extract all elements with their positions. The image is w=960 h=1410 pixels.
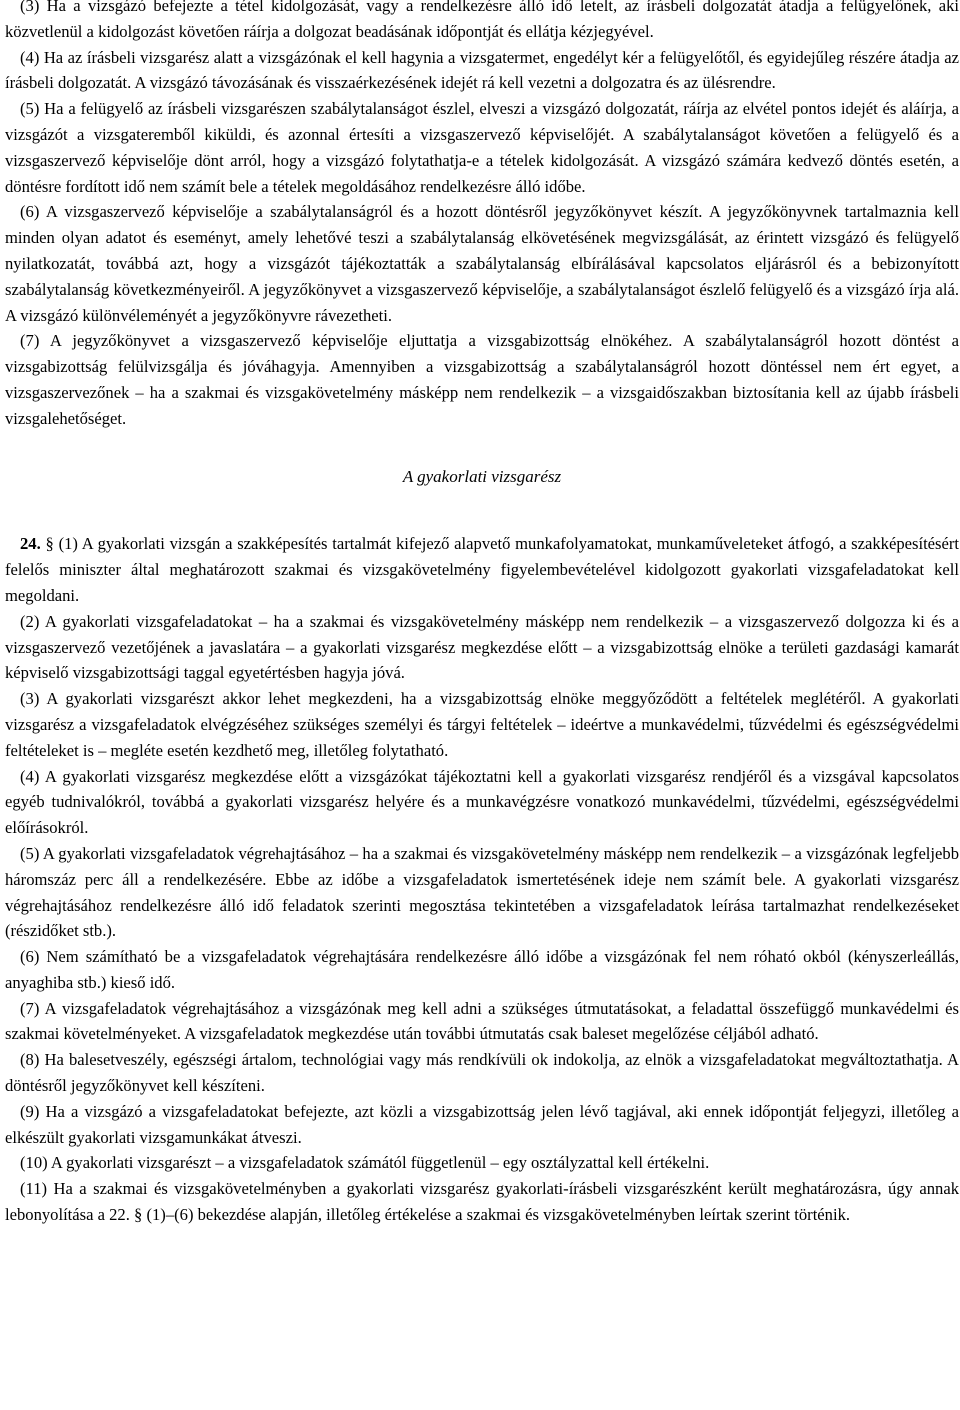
paragraph-5: (5) Ha a felügyelő az írásbeli vizsgarészen szabálytalanságot észlel, elveszi a vizsgázó dolgozatát, ráírja az elvétel pontos idejét és aláírja, a vizsgázót a vizsgateremből kiküldi, és azonnal értesíti a vizsgaszervező képviselőjét. A szabálytalanságot követően a felügyelő és a vizsgaszervező képviselője dönt arról, hogy a vizsgázó folytathatja-e a tételek kidolgozását. A vizsgázó számára kedvező döntés esetén, a döntésre fordított idő nem számít bele a tételek megoldásához rendelkezésre álló időbe. <box>5 99 959 196</box>
section-spacer <box>5 489 959 531</box>
section-24-paragraph-2: (2) A gyakorlati vizsgafeladatokat – ha a szakmai és vizsgakövetelmény másképp nem rendelkezik – a vizsgaszervező dolgozza ki és a vizsgaszervező vezetőjének a javaslatára – a gyakorlati vizsgarész megkezdése előtt – a vizsgabizottság elnöke a területi gazdasági kamarát képviselő vizsgabizottsági taggal egyetértésben hagyja jóvá. <box>5 611 959 683</box>
section-24-paragraph-11: (11) Ha a szakmai és vizsgakövetelményben a gyakorlati vizsgarész gyakorlati-írásbeli vizsgarészként került meghatározásra, úgy annak lebonyolítása a 22. § (1)–(6) bekezdése alapján, illetőleg értékelése a szakmai és vizsgakövetelményben leírtak szerint történik. <box>5 1179 959 1225</box>
section-title: A gyakorlati vizsgarész <box>402 466 562 486</box>
paragraph-3: (3) Ha a vizsgázó befejezte a tétel kidolgozását, vagy a rendelkezésre álló idő letelt, az írásbeli dolgozatát átadja a felügyelőnek, aki közvetlenül a kidolgozást követően ráírja a dolgozat beadásának időpontját és ellátja kézjegyével. <box>5 0 959 41</box>
section-24-paragraph-8: (8) Ha balesetveszély, egészségi ártalom, technológiai vagy más rendkívüli ok indokolja, az elnök a vizsgafeladatokat megváltoztathatja. A döntésről jegyzőkönyvet kell készíteni. <box>5 1050 959 1096</box>
section-24-paragraph-1 <box>5 531 959 608</box>
section-24-paragraph-6: (6) Nem számítható be a vizsgafeladatok végrehajtására rendelkezésre álló időbe a vizsgázónak fel nem róható okból (kényszerleállás, anyaghiba stb.) kieső idő. <box>5 947 959 992</box>
section-24-paragraph-1-text: § (1) A gyakorlati vizsgán a szakképesítés tartalmát kifejező alapvető munkafolyamatokat, munkaműveleteket átfogó, a szakképesítésért felelős miniszter által meghatározott szakmai és vizsgakövetelmény figyelembevételével kidolgozott gyakorlati vizsgafeladatokat kell megoldani. <box>5 534 959 605</box>
section-number: 24. <box>20 534 41 554</box>
section-24-paragraph-5: (5) A gyakorlati vizsgafeladatok végrehajtásához – ha a szakmai és vizsgakövetelmény másképp nem rendelkezik – a vizsgázónak legfeljebb háromszáz perc áll a rendelkezésére. Ebbe az időbe a vizsgafeladatok ismertetésének ideje nem számít bele. A gyakorlati vizsgarész végrehajtásához rendelkezésre álló idő feladatok szerinti megosztása tekintetében a vizsgafeladatok leírása tartalmazhat rendelkezéseket (részidőket stb.). <box>5 843 959 941</box>
section-24-paragraph-7: (7) A vizsgafeladatok végrehajtásához a vizsgázónak meg kell adni a szükséges útmutatásokat, a feladattal összefüggő munkavédelmi és szakmai követelményeket. A vizsgafeladatok megkezdése után további útmutatás csak baleset megelőzése céljából adható. <box>5 998 959 1044</box>
section-24-paragraph-9: (9) Ha a vizsgázó a vizsgafeladatokat befejezte, azt közli a vizsgabizottság jelen lévő tagjával, aki ennek időpontját feljegyzi, illetőleg a elkészült gyakorlati vizsgamunkákat átveszi. <box>5 1101 959 1147</box>
section-24-paragraph-10: (10) A gyakorlati vizsgarészt – a vizsgafeladatok számától függetlenül – egy osztályzattal kell értékelni. <box>20 1153 710 1173</box>
paragraph-4: (4) Ha az írásbeli vizsgarész alatt a vizsgázónak el kell hagynia a vizsgatermet, engedélyt kér a felügyelőtől, és egyidejűleg részére átadja az írásbeli dolgozatát. A vizsgázó távozásának és visszaérkezésének idejét rá kell vezetni a dolgozatra és az ülésrendre. <box>5 47 959 93</box>
paragraph-6: (6) A vizsgaszervező képviselője a szabálytalanságról és a hozott döntésről jegyzőkönyvet készít. A jegyzőkönyvnek tartalmaznia kell minden olyan adatot és eseményt, amely lehetővé teszi a szabálytalanság elkövetésének megvizsgálását, az érintett vizsgázó és felügyelő nyilatkozatát, továbbá azt, hogy a vizsgázót tájékoztatták a szabálytalanság elbírálásával kapcsolatos eljárásról és a bebizonyított szabálytalanság következményeiről. A jegyzőkönyvet a vizsgaszervező képviselője, a szabálytalanságot észlelő felügyelő és a vizsgázó írja alá. A vizsgázó különvéleményét a jegyzőkönyvre rávezetheti. <box>5 202 959 325</box>
paragraph-7: (7) A jegyzőkönyvet a vizsgaszervező képviselője eljuttatja a vizsgabizottság elnökéhez. A szabálytalanságról hozott döntést a vizsgabizottság felülvizsgálja és jóváhagyja. Amennyiben a vizsgabizottság a szabálytalanságról hozott döntéssel nem ért egyet, a vizsgaszervezőnek – ha a szakmai és vizsgakövetelmény másképp nem rendelkezik – a vizsgaidőszakban biztosítania kell az újabb írásbeli vizsgalehetőséget. <box>5 331 959 428</box>
section-24-paragraph-3: (3) A gyakorlati vizsgarészt akkor lehet megkezdeni, ha a vizsgabizottság elnöke meggyőződött a feltételek meglétéről. A gyakorlati vizsgarész a vizsgafeladatok elvégzéséhez szükséges személyi és tárgyi feltételek – ideértve a munkavédelmi, tűzvédelmi és egészségvédelmi feltételeket is – megléte esetén kezdhető meg, illetőleg folytatható. <box>5 689 959 760</box>
section-24-paragraph-4: (4) A gyakorlati vizsgarész megkezdése előtt a vizsgázókat tájékoztatni kell a gyakorlati vizsgarész rendjéről és a vizsgával kapcsolatos egyéb tudnivalókról, továbbá a gyakorlati vizsgarész helyére és a munkavégzésre vonatkozó munkavédelmi, tűzvédelmi, egészségvédelmi előírásokról. <box>5 766 959 838</box>
document-page <box>5 0 959 1228</box>
